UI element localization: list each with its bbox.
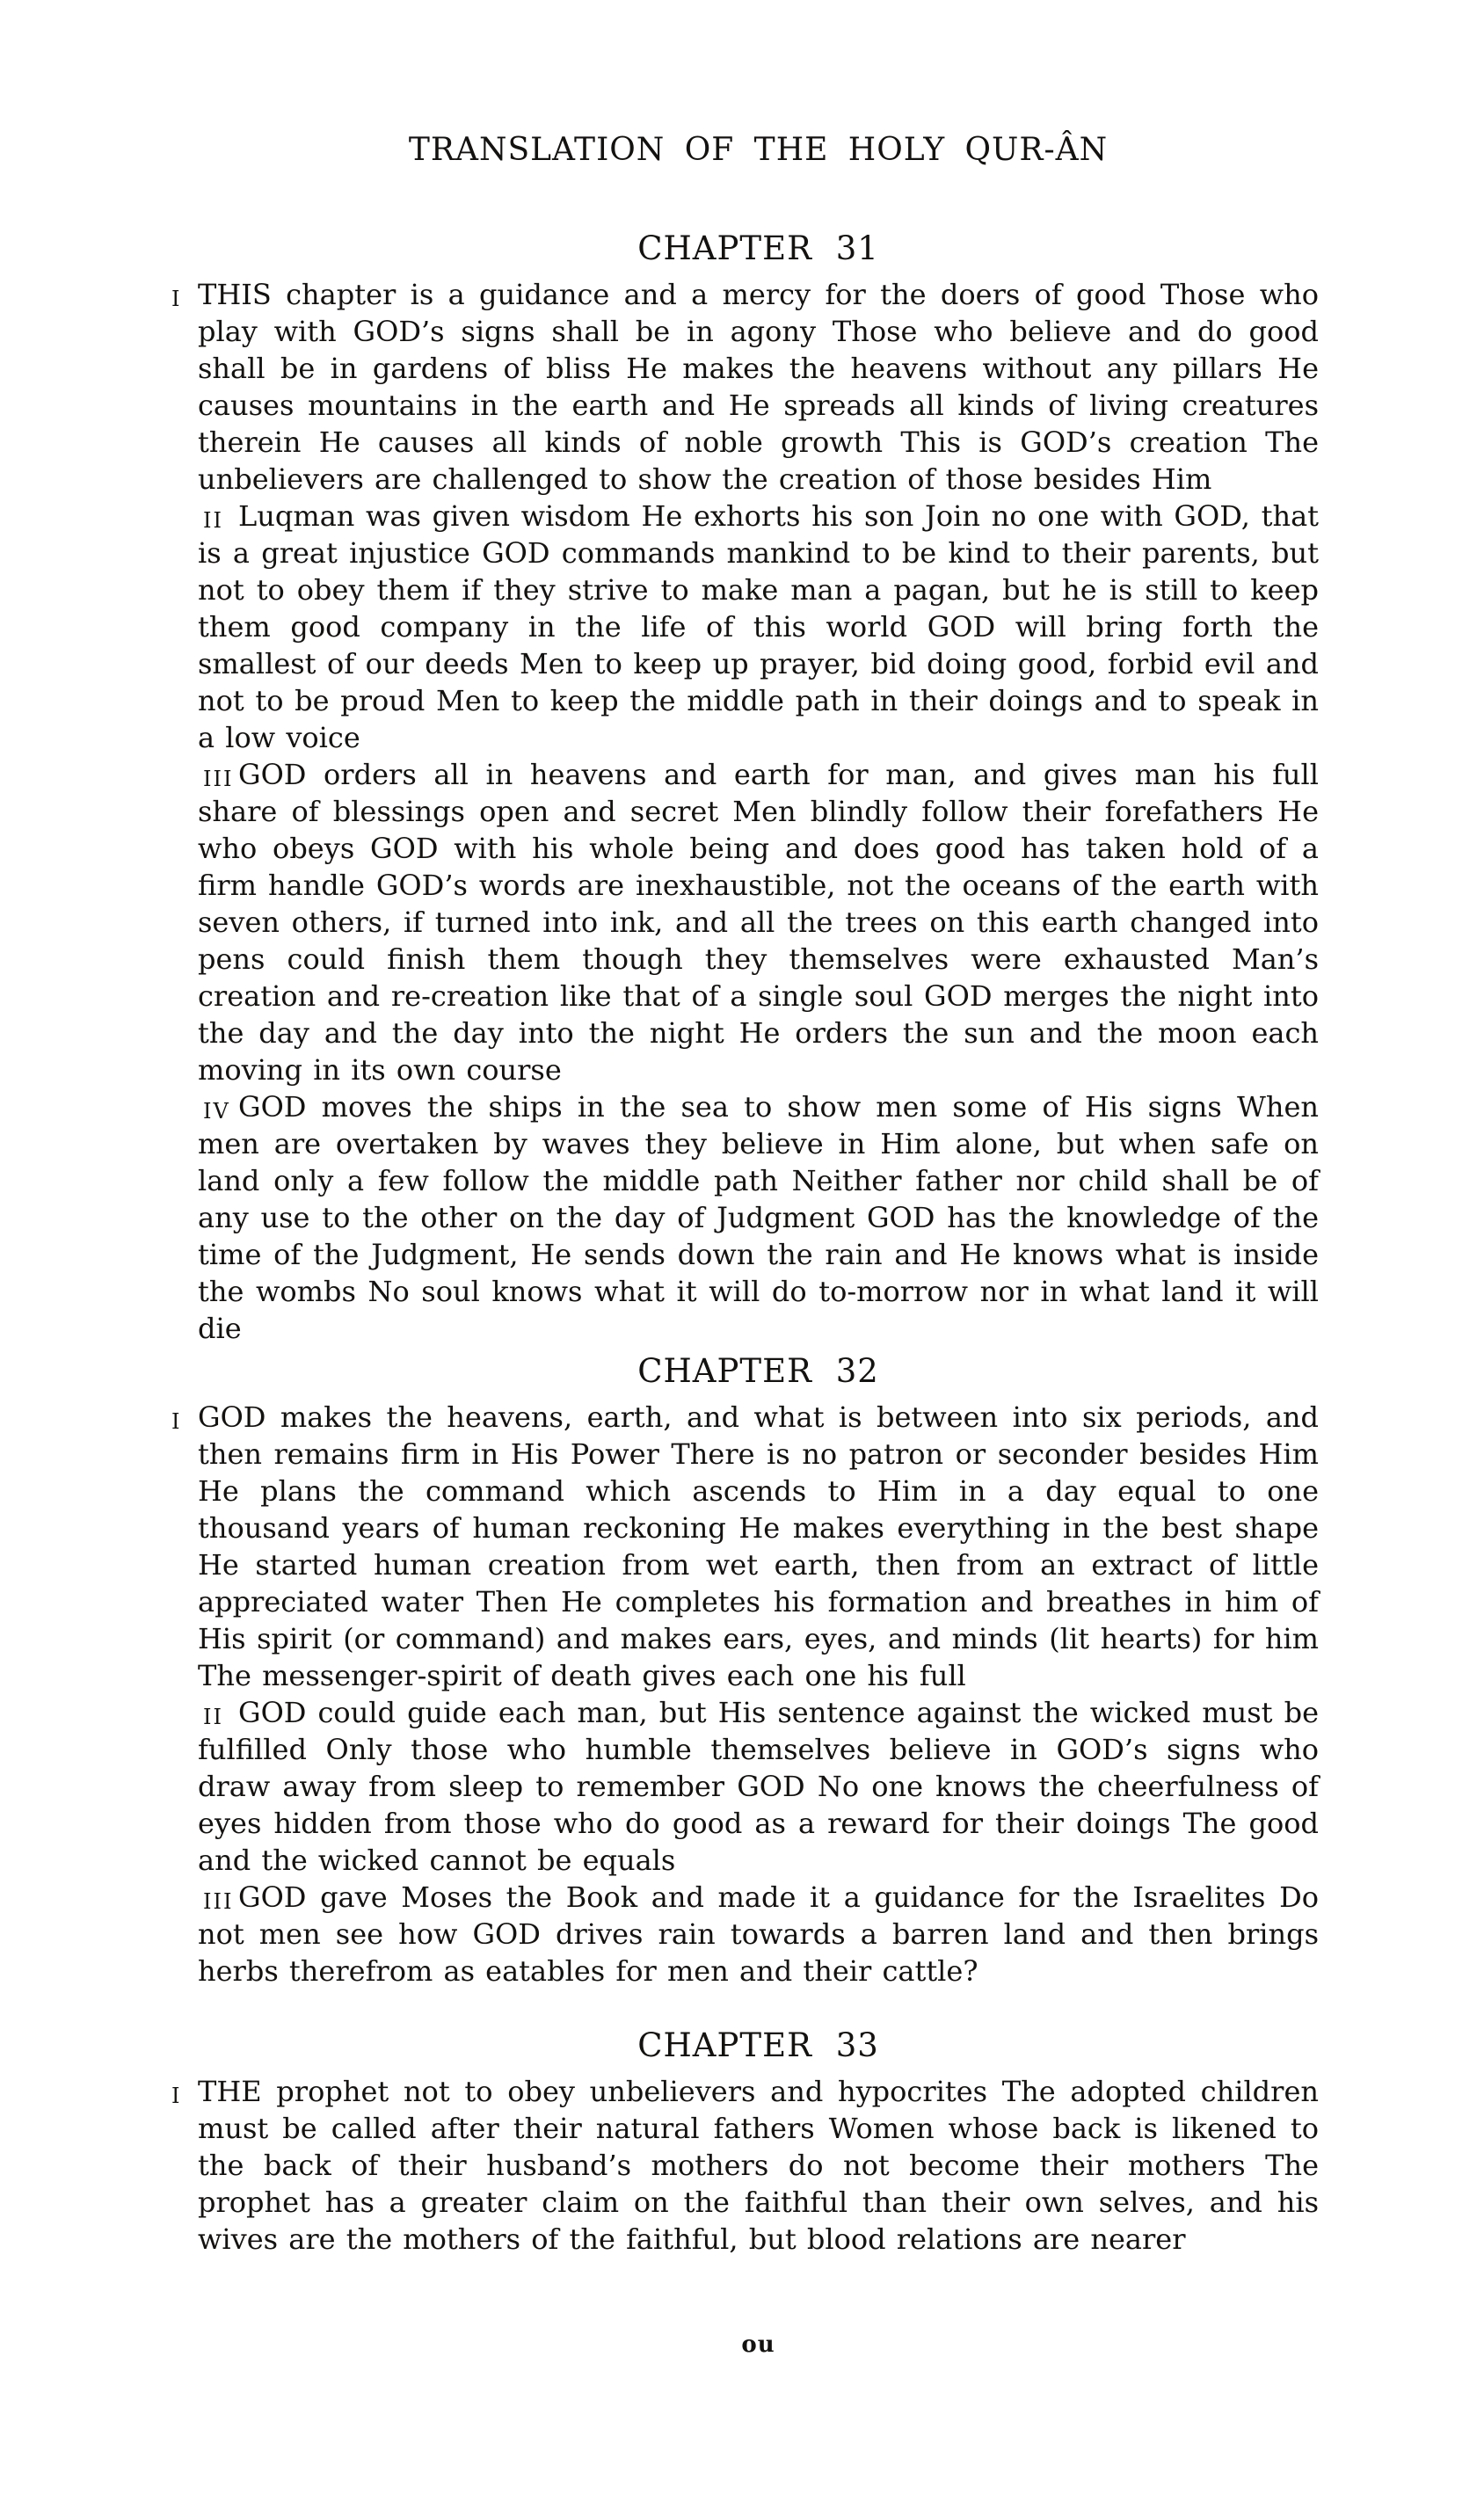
page-header-title: TRANSLATION OF THE HOLY QUR-ÂN <box>408 132 1109 168</box>
paragraph-number: II <box>203 1705 223 1729</box>
summary-paragraph <box>171 2073 1319 2258</box>
summary-paragraph <box>198 1694 1319 1879</box>
summary-paragraph <box>171 276 1319 498</box>
chapter-heading: CHAPTER 33 <box>637 2026 879 2064</box>
summary-paragraph <box>198 1879 1319 1989</box>
summary-paragraph <box>171 1399 1319 1694</box>
chapters-container <box>171 229 1319 2258</box>
paragraph-text: GOD gave Moses the Book and made it a guidance for the Israelites Do not men see how GOD drives rain towards a barren land and then brings herbs therefrom as eatables for men and their cattle? <box>198 1880 1319 1988</box>
paragraph-number: IV <box>203 1099 230 1124</box>
chapter-paragraphs <box>171 276 1319 1347</box>
paragraph-number: I <box>171 287 182 311</box>
paragraph-text: GOD orders all in heavens and earth for man, and gives man his full share of blessings open and secret Men blindly follow their forefathers He who obeys GOD with his whole being and does good has taken hold of a firm handle GOD’s words are inexhaustible, not the oceans of the earth with seven others, if turned into ink, and all the trees on this earth changed into pens could finish them though they themselves were exhausted Man’s creation and re-creation like that of a single soul GOD merges the night into the day and the day into the night He orders the sun and the moon each moving in its own course <box>198 758 1319 1087</box>
summary-paragraph <box>198 498 1319 756</box>
paragraph-number: II <box>203 508 223 533</box>
chapter-section <box>171 229 1319 1347</box>
paragraph-number: I <box>171 1409 182 1434</box>
paragraph-text: THIS chapter is a guidance and a mercy for the doers of good Those who play with GOD’s signs shall be in agony Those who believe and do good shall be in gardens of bliss He makes the heavens without any pillars He causes mountains in the earth and He spreads all kinds of living creatures therein He causes all kinds of noble growth This is GOD’s creation The unbelievers are challenged to show the creation of those besides Him <box>198 278 1319 496</box>
chapter-section <box>171 2026 1319 2258</box>
paragraph-number: III <box>203 1889 234 1914</box>
chapter-paragraphs <box>171 2073 1319 2258</box>
paragraph-text: Luqman was given wisdom He exhorts his son Join no one with GOD, that is a great injustice GOD commands mankind to be kind to their parents, but not to obey them if they strive to make man a pagan, but he is still to keep them good company in the life of this world GOD will bring forth the smallest of our deeds Men to keep up prayer, bid doing good, forbid evil and not to be proud Men to keep the middle path in their doings and to speak in a low voice <box>198 499 1319 754</box>
paragraph-number: III <box>203 767 234 791</box>
paragraph-text: THE prophet not to obey unbelievers and hypocrites The adopted children must be called after their natural fathers Women whose back is likened to the back of their husband’s mothers do not become their mothers The prophet has a greater claim on the faithful than their own selves, and his wives are the mothers of the faithful, but blood relations are nearer <box>198 2075 1319 2256</box>
footer-signature-mark: ou <box>741 2331 775 2358</box>
chapter-section <box>171 1352 1319 1989</box>
chapter-heading: CHAPTER 32 <box>637 1352 879 1390</box>
paragraph-number: I <box>171 2084 182 2108</box>
summary-paragraph <box>198 1088 1319 1347</box>
chapter-paragraphs <box>171 1399 1319 1989</box>
paragraph-text: GOD moves the ships in the sea to show men some of His signs When men are overtaken by waves they believe in Him alone, but when safe on land only a few follow the middle path Neither father nor child shall be of any use to the other on the day of Judgment GOD has the knowledge of the time of the Judgment, He sends down the rain and He knows what is inside the wombs No soul knows what it will do to-morrow nor in what land it will die <box>198 1090 1319 1345</box>
chapter-heading: CHAPTER 31 <box>637 229 879 267</box>
paragraph-text: GOD could guide each man, but His sentence against the wicked must be fulfilled Only those who humble themselves believe in GOD’s signs who draw away from sleep to remember GOD No one knows the cheerfulness of eyes hidden from those who do good as a reward for their doings The good and the wicked cannot be equals <box>198 1696 1319 1877</box>
summary-paragraph <box>198 756 1319 1088</box>
paragraph-text: GOD makes the heavens, earth, and what is between into six periods, and then remains firm in His Power There is no patron or seconder besides Him He plans the command which ascends to Him in a day equal to one thousand years of human reckoning He makes everything in the best shape He started human creation from wet earth, then from an extract of little appreciated water Then He completes his formation and breathes in him of His spirit (or command) and makes ears, eyes, and minds (lit hearts) for him The messenger-spirit of death gives each one his full <box>198 1400 1319 1692</box>
